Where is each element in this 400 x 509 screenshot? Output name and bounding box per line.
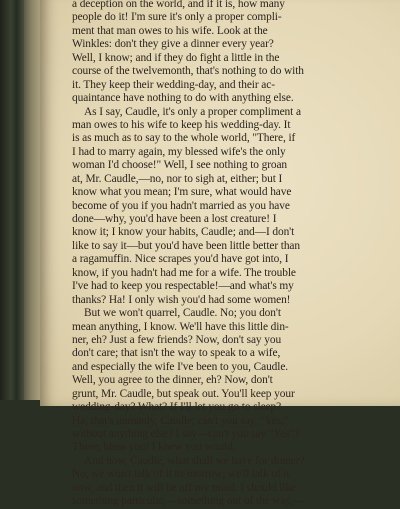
text-line: woman I'd choose!" Well, I see nothing to groan — [72, 159, 288, 172]
text-line: There, bless you! I knew you would. — [72, 441, 236, 454]
paragraph-start-line: As I say, Caudle, it's only a proper compliment a — [84, 105, 301, 118]
text-line: it. They keep their wedding-day, and their ac- — [72, 78, 275, 91]
text-line: Winkles: don't they give a dinner every year? — [72, 38, 274, 51]
paragraph-start-line: And now, Caudle, what shall we have for dinner? — [84, 454, 305, 467]
text-line: Well, I know; and if they do fight a little in the — [72, 51, 280, 64]
text-line: grunt, Mr. Caudle, but speak out. You'll keep your — [72, 387, 295, 400]
text-line: without anything else? I say—can't you say "Yes"? — [72, 428, 300, 440]
text-line: a deception on the world, and if it is, how many — [72, 0, 285, 10]
text-line: quaintance have nothing to do with anything else. — [72, 92, 294, 105]
paragraph-start-line: But we won't quarrel, Caudle. No; you don't — [84, 307, 281, 320]
text-line: don't care; that isn't the way to speak to a wife, — [72, 347, 281, 360]
text-line: Ha, that's unmanly, Caudle; can't you say, "Yes," — [72, 414, 289, 427]
text-line: Well, you agree to the dinner, eh? Now, don't — [72, 374, 273, 387]
text-line: No, we won't talk of it to-morrow; we'll talk of it — [72, 468, 290, 481]
text-line: done—why, you'd have been a lost creature! I — [72, 213, 277, 225]
text-line: now, and then it will be off my mind. I should like — [72, 481, 296, 494]
text-line: wedding-day? What? If I'll let you go to sleep? — [72, 401, 282, 414]
text-line: and especially the wife I've been to you, Caudle. — [72, 360, 289, 373]
text-line: like to say it—but you'd have been little better than — [72, 239, 300, 252]
text-line: ment that man owes to his wife. Look at the — [72, 24, 268, 37]
text-line: thanks? Ha! I only wish you'd had some women! — [72, 293, 291, 306]
text-line: a ragamuffin. Nice scrapes you'd have got into, I — [72, 253, 289, 266]
text-line: is as much as to say to the whole world, "There, if — [72, 132, 296, 145]
book-binding — [0, 0, 24, 400]
text-line: man owes to his wife to keep his wedding-day. It — [72, 118, 291, 131]
text-line: at, Mr. Caudle,—no, nor to sigh at, either; but I — [72, 172, 283, 185]
text-line: people do it! I'm sure it's only a proper compli- — [72, 11, 282, 24]
body-text — [72, 0, 394, 509]
text-line: become of you if you hadn't married as you have — [72, 199, 290, 212]
text-line: know it; I know your habits, Caudle; and—I don't — [72, 226, 295, 239]
text-line: ner, eh? Just a few friends? Now, don't say you — [72, 333, 282, 346]
text-line: mean anything, I know. We'll have this little din- — [72, 320, 289, 333]
text-line: course of the twelvemonth, that's nothing to do with — [72, 65, 304, 78]
text-line: I had to marry again, my blessed wife's the only — [72, 145, 286, 158]
text-line: know, if you hadn't had me for a wife. The trouble — [72, 266, 296, 279]
text-line: something particular,—something out of the way,— — [72, 495, 305, 508]
text-line: know what you mean; I'm sure, what would have — [72, 186, 292, 199]
text-line: I've had to keep you respectable!—and what's my — [72, 280, 294, 293]
